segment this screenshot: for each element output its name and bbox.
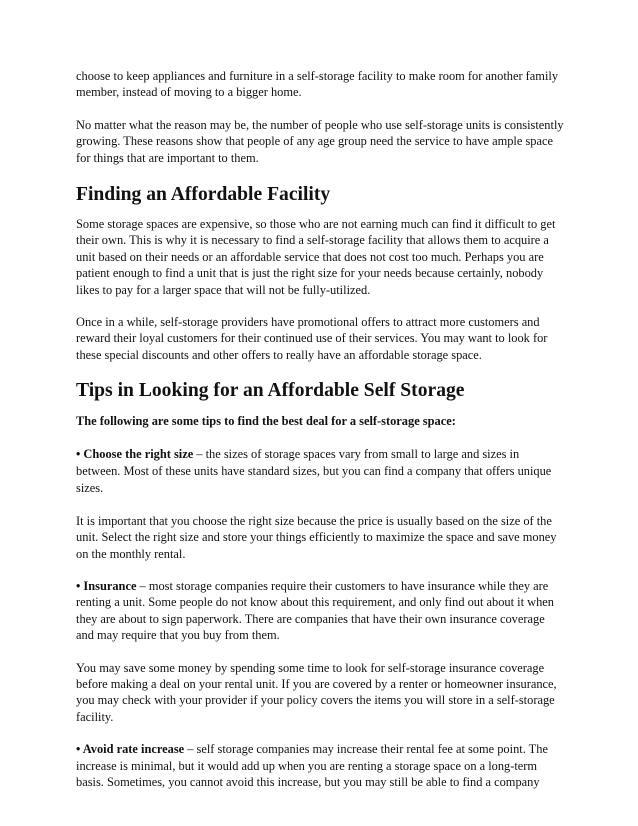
- bullet-choose-size-label: • Choose the right size: [76, 446, 194, 461]
- document-page: [76, 68, 564, 790]
- paragraph-growing-usage: No matter what the reason may be, the number of people who use self-storage units is consistently growing. These reasons show that people of any age group need the service to have ample space for things that are important to them.: [76, 117, 564, 165]
- subheading-tips-intro: The following are some tips to find the best deal for a self-storage space:: [76, 414, 456, 429]
- paragraph-expensive-spaces: Some storage spaces are expensive, so those who are not earning much can find it difficult to get their own. This is why it is necessary to find a self-storage facility that allows them to acquire a unit based on their needs or an affordable service that does not cost too much. Perhaps you are patient enough to find a unit that is just the right size for your needs because certainly, nobody likes to pay for a larger space that will not be fully-utilized.: [76, 217, 556, 297]
- bullet-insurance-label: • Insurance: [76, 578, 137, 593]
- paragraph-promotional-offers: Once in a while, self-storage providers have promotional offers to attract more customers and reward their loyal customers for their continued use of their services. You may want to look for these special discounts and other offers to really have an affordable storage space.: [76, 315, 548, 362]
- paragraph-insurance: [76, 578, 564, 644]
- paragraph-choose-size: [76, 446, 564, 497]
- bullet-choose-size-text: – the sizes of storage spaces vary from small to large and sizes in between. Most of these units have standard sizes, but you can find a company that offers unique sizes.: [76, 446, 552, 495]
- bullet-rate-increase-text: – self storage companies may increase their rental fee at some point. The increase is minimal, but it would add up when you are renting a storage space on a long-term basis. Sometimes, you cannot avoid this increase, but you may still be able to find a company: [76, 742, 548, 789]
- heading-affordable-facility: Finding an Affordable Facility: [76, 184, 331, 206]
- paragraph-intro-continued: choose to keep appliances and furniture in a self-storage facility to make room for another family member, instead of moving to a bigger home.: [76, 69, 559, 100]
- bullet-rate-increase-label: • Avoid rate increase: [76, 742, 185, 757]
- paragraph-insurance-savings: You may save some money by spending some time to look for self-storage insurance coverage before making a deal on your rental unit. If you are covered by a renter or homeowner insurance, you may check with your provider if your policy covers the items you will store in a self-storage facility.: [76, 660, 557, 724]
- bullet-insurance-text: – most storage companies require their customers to have insurance while they are renting a unit. Some people do not know about this requirement, and only find out about it when they are about to sign paperwork. There are companies that have their own insurance coverage and may require that you buy from them.: [76, 578, 554, 643]
- paragraph-size-pricing: It is important that you choose the right size because the price is usually based on the size of the unit. Select the right size and store your things efficiently to maximize the space and save money on the monthly rental.: [76, 513, 557, 561]
- paragraph-rate-increase: [76, 741, 564, 790]
- heading-tips: Tips in Looking for an Affordable Self Storage: [76, 380, 465, 402]
